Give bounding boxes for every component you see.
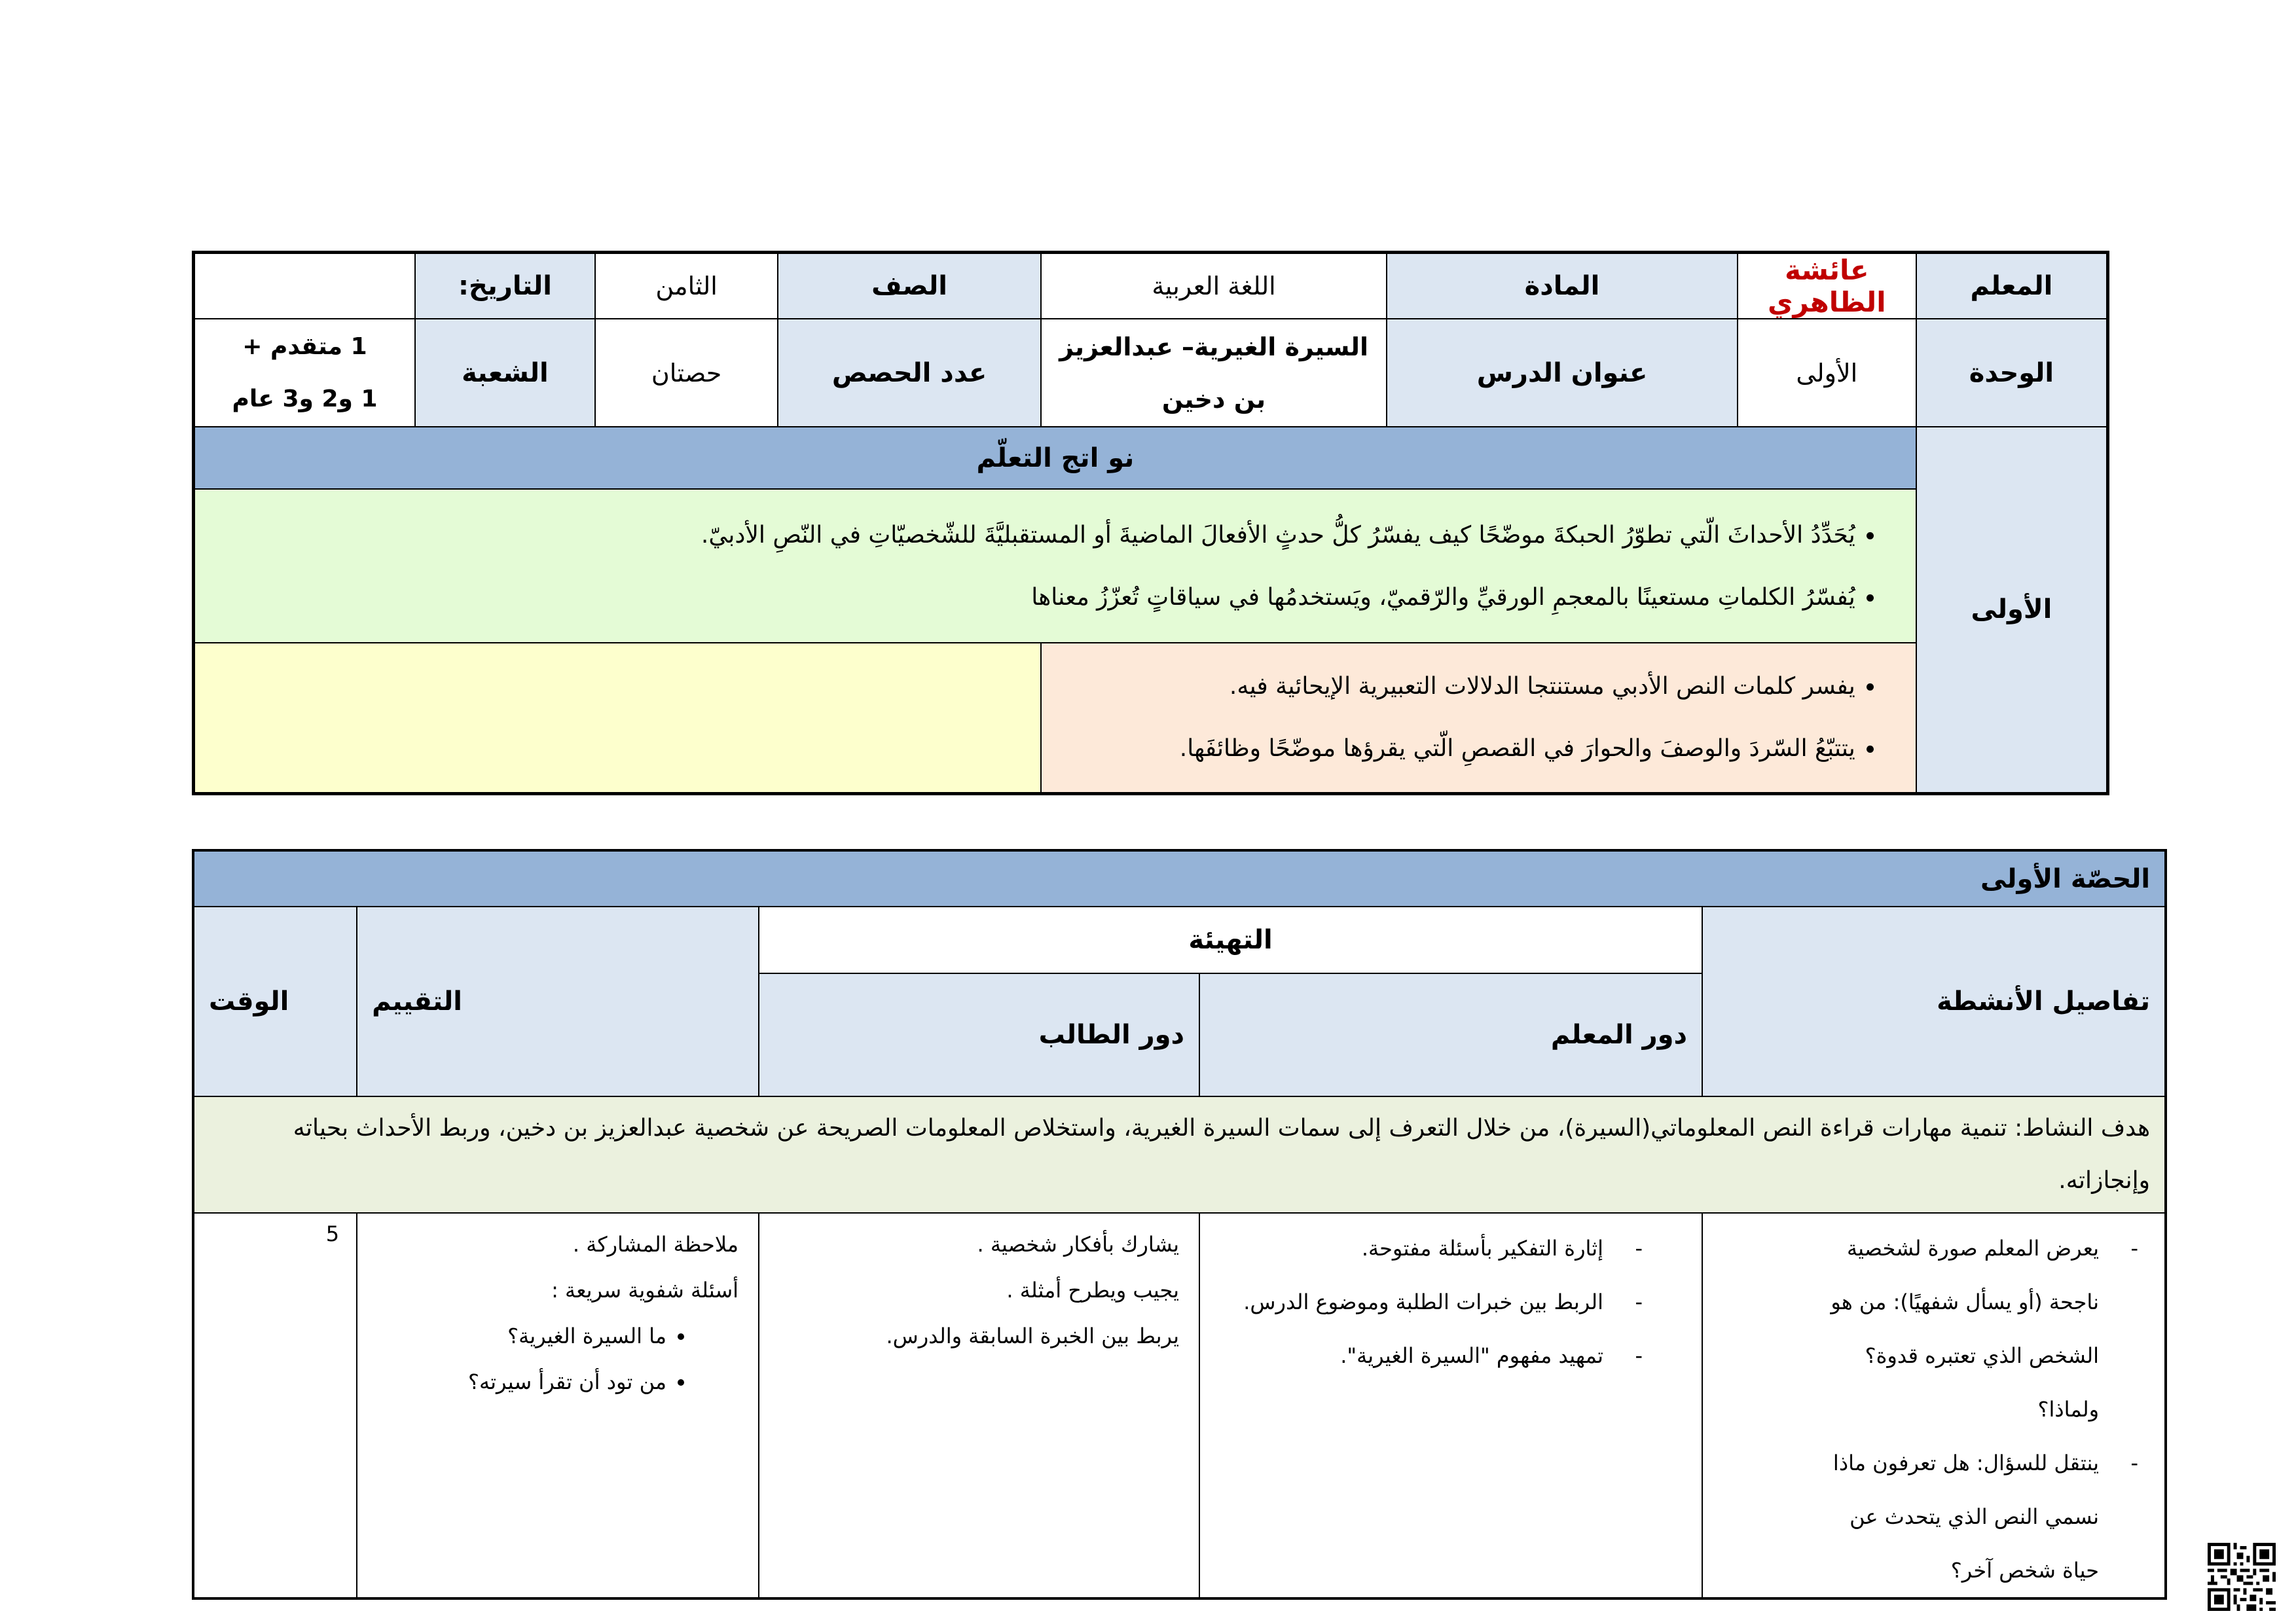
teacher-name: عائشة الظاهري (1738, 253, 1916, 319)
session-title: الحصّة الأولى (193, 850, 2166, 907)
teacher-role-item: - إثارة التفكير بأسئلة مفتوحة. (1214, 1221, 1643, 1275)
session-table (192, 849, 2167, 1600)
unit-label: الوحدة (1916, 319, 2108, 427)
periods-label: عدد الحصص (778, 319, 1041, 427)
outcome-item: • يتتبّعُ السّردَ والوصفَ والحوارَ في القصصِ الّتي يقرؤها موضّحًا وظائفَها. (1056, 717, 1855, 780)
outcome-item: • يُفسّرُ الكلماتِ مستعينًا بالمعجمِ الورقيِّ والرّقميّ، ويَستخدمُها في سياقاتٍ تُعزّزُ معناها (210, 566, 1855, 628)
student-role-item: يشارك بأفكار شخصية . (977, 1232, 1180, 1257)
lesson-title-label: عنوان الدرس (1387, 319, 1738, 427)
time-value: 5 (193, 1213, 357, 1598)
student-role-item: يجيب ويطرح أمثلة . (1006, 1278, 1180, 1303)
lesson-title-value: السيرة الغيرية– عبدالعزيز بن دخين (1041, 319, 1387, 427)
subject-label: المادة (1387, 253, 1738, 319)
student-role-details (759, 1213, 1199, 1598)
outcomes-peach-box (1041, 643, 1916, 793)
warmup-header: التهيئة (759, 907, 1702, 973)
outcomes-title: نو اتج التعلّم (194, 427, 1916, 489)
qr-code-icon (2208, 1543, 2276, 1611)
teacher-role-item: - الربط بين خبرات الطلبة وموضوع الدرس. (1214, 1275, 1643, 1329)
unit-value: الأولى (1738, 319, 1916, 427)
time-header: الوقت (193, 907, 357, 1096)
activities-header: تفاصيل الأنشطة (1702, 907, 2166, 1096)
student-role-header: دور الطالب (759, 973, 1199, 1096)
section-line-1: 1 متقدم + (242, 333, 367, 360)
assessment-question: • من تود أن تقرأ سيرته؟ (372, 1359, 666, 1405)
activity-goal: هدف النشاط: تنمية مهارات قراءة النص المعلوماتي(السيرة)، من خلال التعرف إلى سمات السيرة الغيرية، واستخلاص المعلومات الصريحة عن شخصية عبدالعزيز بن دخين، وربط الأحداث بحياته وإنجازاته. (193, 1096, 2166, 1213)
teacher-label: المعلم (1916, 253, 2108, 319)
section-value (194, 319, 415, 427)
assessment-item: ملاحظة المشاركة . (572, 1232, 739, 1257)
outcomes-side-label: الأولى (1916, 427, 2108, 793)
grade-value: الثامن (595, 253, 778, 319)
teacher-role-header: دور المعلم (1199, 973, 1702, 1096)
outcomes-empty-box (194, 643, 1041, 793)
section-label: الشعبة (415, 319, 595, 427)
assessment-question: • ما السيرة الغيرية؟ (372, 1313, 666, 1359)
outcomes-green-box (194, 489, 1916, 643)
activities-details (1702, 1213, 2166, 1598)
date-value (194, 253, 415, 319)
grade-label: الصف (778, 253, 1041, 319)
outcome-item: • يُحَدِّدُ الأحداثَ الّتي تطوّرُ الحبكةَ موضّحًا كيف يفسّرُ كلُّ حدثٍ الأفعالَ الماضيةَ أو المستقبليَّةَ للشّخصيّاتِ في النّصِ الأدبيّ. (210, 504, 1855, 566)
teacher-role-details (1199, 1213, 1702, 1598)
student-role-item: يربط بين الخبرة السابقة والدرس. (886, 1324, 1180, 1348)
assessment-details (357, 1213, 759, 1598)
activity-item: - يعرض المعلم صورة لشخصية ناجحة (أو يسأل شفهيًا): من هو الشخص الذي تعتبره قدوة؟ ولماذا؟ (1814, 1221, 2138, 1436)
subject-value: اللغة العربية (1041, 253, 1387, 319)
activity-item: - ينتقل للسؤال: هل تعرفون ماذا نسمي النص الذي يتحدث عن حياة شخص آخر؟ (1814, 1436, 2138, 1597)
lesson-info-table (192, 251, 2109, 795)
periods-value: حصتان (595, 319, 778, 427)
date-label: التاريخ: (415, 253, 595, 319)
assessment-header: التقييم (357, 907, 759, 1096)
outcome-item: • يفسر كلمات النص الأدبي مستنتجا الدلالات التعبيرية الإيحائية فيه. (1056, 655, 1855, 717)
section-line-2: 1 و2 و3 عام (232, 385, 378, 412)
assessment-item: أسئلة شفوية سريعة : (551, 1278, 739, 1303)
teacher-role-item: - تمهيد مفهوم "السيرة الغيرية". (1214, 1329, 1643, 1382)
